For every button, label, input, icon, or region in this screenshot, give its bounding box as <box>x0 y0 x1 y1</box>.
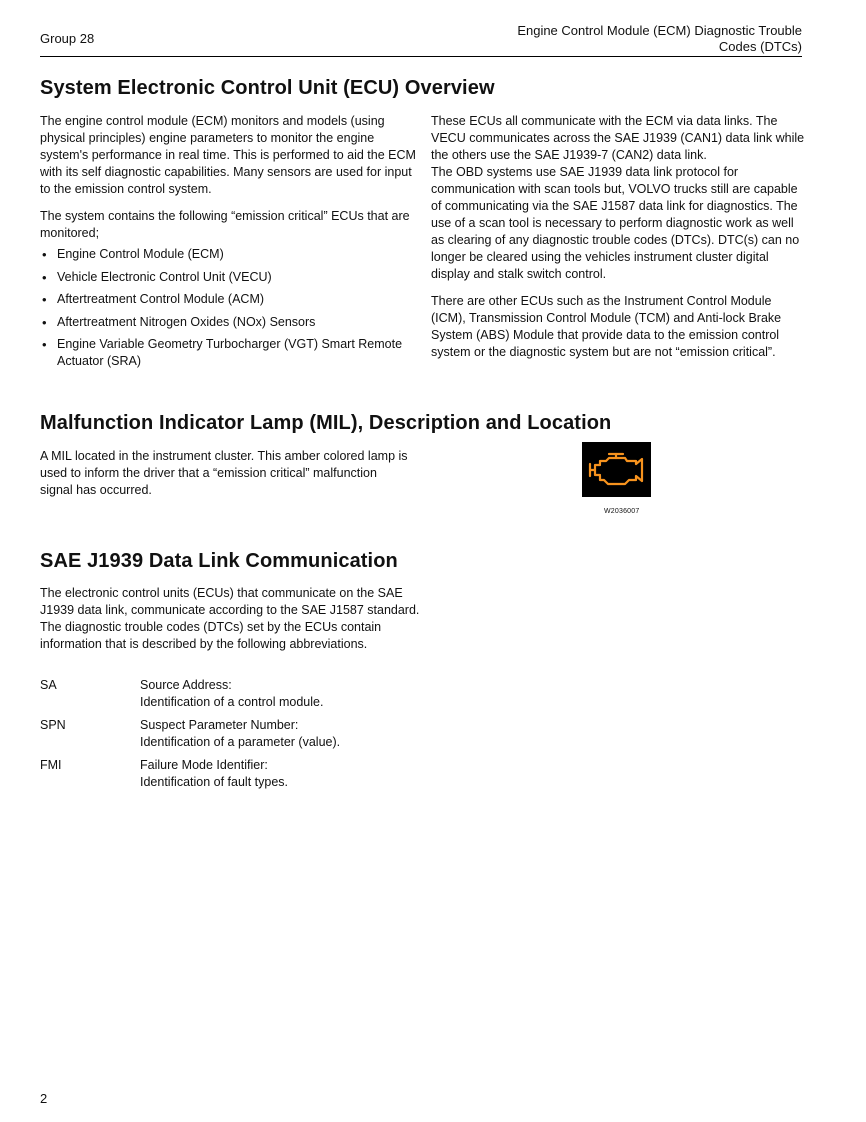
abbreviation-definition <box>140 677 323 711</box>
abbreviation-name: Failure Mode Identifier: <box>140 758 268 772</box>
abbreviation-name: Suspect Parameter Number: <box>140 718 299 732</box>
j1939-description: The electronic control units (ECUs) that communicate on the SAE J1939 data link, communicate according to the SAE J1587 standard. The diagnostic trouble codes (DTCs) set by the ECUs contain information that is described by the following abbreviations. <box>40 586 420 651</box>
ecu-overview-paragraph-4: The OBD systems use SAE J1939 data link protocol for communication with scan tools but, VOLVO trucks still are capable of communicating via the SAE J1587 data link for diagnostics. The use of a scan tool is necessary to perform diagnostic work as well as clearing of any diagnostic trouble codes (DTCs). DTC(s) can no longer be cleared using the vehicles instrument cluster digital display and stalk switch control. <box>431 165 800 281</box>
abbreviation-description: Identification of a control module. <box>140 695 324 709</box>
header-divider <box>40 56 802 57</box>
mil-figure <box>582 442 651 497</box>
page-number: 2 <box>40 1091 48 1106</box>
section-title-mil: Malfunction Indicator Lamp (MIL), Description and Location <box>40 412 612 434</box>
bullet-icon: • <box>42 269 47 285</box>
ecu-overview-left-column <box>40 113 418 376</box>
list-item: • Engine Variable Geometry Turbocharger (VGT) Smart Remote Actuator (SRA) <box>42 337 403 368</box>
figure-code: W2036007 <box>604 508 640 515</box>
section-title-ecu-overview: System Electronic Control Unit (ECU) Overview <box>40 77 495 99</box>
abbreviation-term: FMI <box>40 758 62 772</box>
ecu-overview-paragraph-5: There are other ECUs such as the Instrument Control Module (ICM), Transmission Control Module (TCM) and Anti-lock Brake System (ABS) Module that provide data to the emission control system or the diagnostic system but are not “emission critical”. <box>431 294 782 359</box>
engine-icon <box>582 442 651 497</box>
abbreviation-term: SA <box>40 678 57 692</box>
mil-description: A MIL located in the instrument cluster. This amber colored lamp is used to inform the driver that a “emission critical” malfunction signal has occurred. <box>40 449 408 497</box>
header-title-line1: Engine Control Module (ECM) Diagnostic Trouble <box>517 23 802 38</box>
ecu-overview-paragraph-2: The system contains the following “emission critical” ECUs that are monitored; <box>40 209 410 240</box>
bullet-icon: • <box>42 247 47 262</box>
header-title-line2: Codes (DTCs) <box>718 39 802 54</box>
abbreviation-name: Source Address: <box>140 678 232 692</box>
list-item: • Engine Control Module (ECM) <box>42 247 224 262</box>
list-item: • Aftertreatment Nitrogen Oxides (NOx) Sensors <box>42 314 316 330</box>
abbreviation-definition <box>140 717 340 751</box>
abbreviation-description: Identification of a parameter (value). <box>140 735 341 749</box>
section-title-j1939: SAE J1939 Data Link Communication <box>40 550 398 572</box>
abbreviation-definition <box>140 757 288 791</box>
ecu-overview-right-column <box>431 113 807 361</box>
abbreviation-term: SPN <box>40 718 66 732</box>
list-item: • Aftertreatment Control Module (ACM) <box>42 292 265 307</box>
bullet-icon: • <box>42 292 47 307</box>
list-item: • Vehicle Electronic Control Unit (VECU) <box>42 269 272 285</box>
header-group: Group 28 <box>40 31 95 46</box>
ecu-overview-paragraph-3: These ECUs all communicate with the ECM via data links. The VECU communicates across the SAE J1939 (CAN1) data link while the others use the SAE J1939-7 (CAN2) data link. <box>431 114 805 162</box>
bullet-icon: • <box>42 314 47 330</box>
abbreviation-description: Identification of fault types. <box>140 775 289 789</box>
bullet-icon: • <box>42 337 47 352</box>
ecu-overview-paragraph-1: The engine control module (ECM) monitors and models (using physical principles) engine parameters to monitor the engine system's performance in real time. This is performed to aid the ECM with its self diagnostic capabilities. Many sensors are used for input to the emission control system. <box>40 114 416 196</box>
header-title <box>442 23 802 55</box>
emission-critical-ecu-list <box>40 246 418 370</box>
